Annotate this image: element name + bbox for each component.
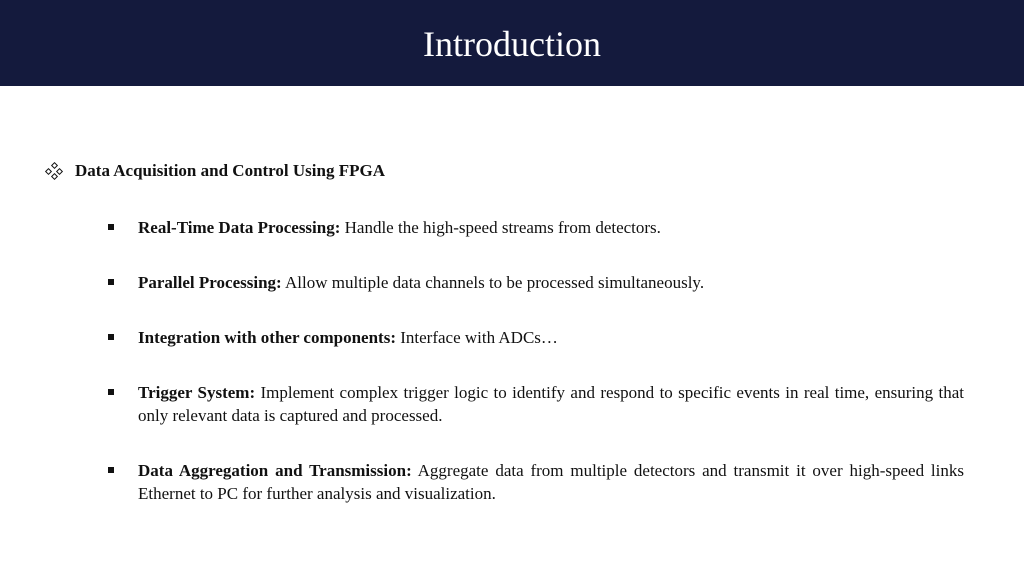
bullet-description: Handle the high-speed streams from detectors. (344, 218, 661, 237)
square-bullet-icon (108, 389, 114, 395)
bullet-text (138, 216, 964, 239)
bullet-term: Trigger System: (138, 383, 256, 402)
bullet-item-integration (108, 326, 964, 349)
title-bar (0, 0, 1024, 86)
bullet-description: Implement complex trigger logic to identify and respond to specific events in real time, ensuring that only relevant data is captured and processed. (138, 383, 965, 425)
bullet-item-trigger (108, 381, 964, 427)
bullet-description: Aggregate data from multiple detectors and transmit it over high-speed links Ethernet to PC for further analysis and visualization. (138, 461, 964, 503)
square-bullet-icon (108, 334, 114, 340)
bullet-term: Integration with other components: (138, 328, 396, 347)
section-heading: Data Acquisition and Control Using FPGA (75, 161, 385, 180)
bullet-item-aggregation (108, 459, 964, 505)
bullet-item-parallel (108, 271, 964, 294)
bullet-description: Interface with ADCs… (400, 328, 558, 347)
slide-title: Introduction (423, 24, 601, 64)
bullet-text (138, 326, 964, 349)
square-bullet-icon (108, 224, 114, 230)
section-header (46, 161, 385, 181)
bullet-term: Real-Time Data Processing: (138, 218, 341, 237)
diamond-bullet-icon (46, 163, 62, 179)
bullet-description: Allow multiple data channels to be processed simultaneously. (285, 273, 705, 292)
bullet-text (138, 381, 964, 427)
bullet-text (138, 271, 964, 294)
bullet-text (138, 459, 964, 505)
bullet-term: Data Aggregation and Transmission: (138, 461, 412, 480)
square-bullet-icon (108, 279, 114, 285)
bullet-item-realtime (108, 216, 964, 239)
square-bullet-icon (108, 467, 114, 473)
bullet-term: Parallel Processing: (138, 273, 282, 292)
